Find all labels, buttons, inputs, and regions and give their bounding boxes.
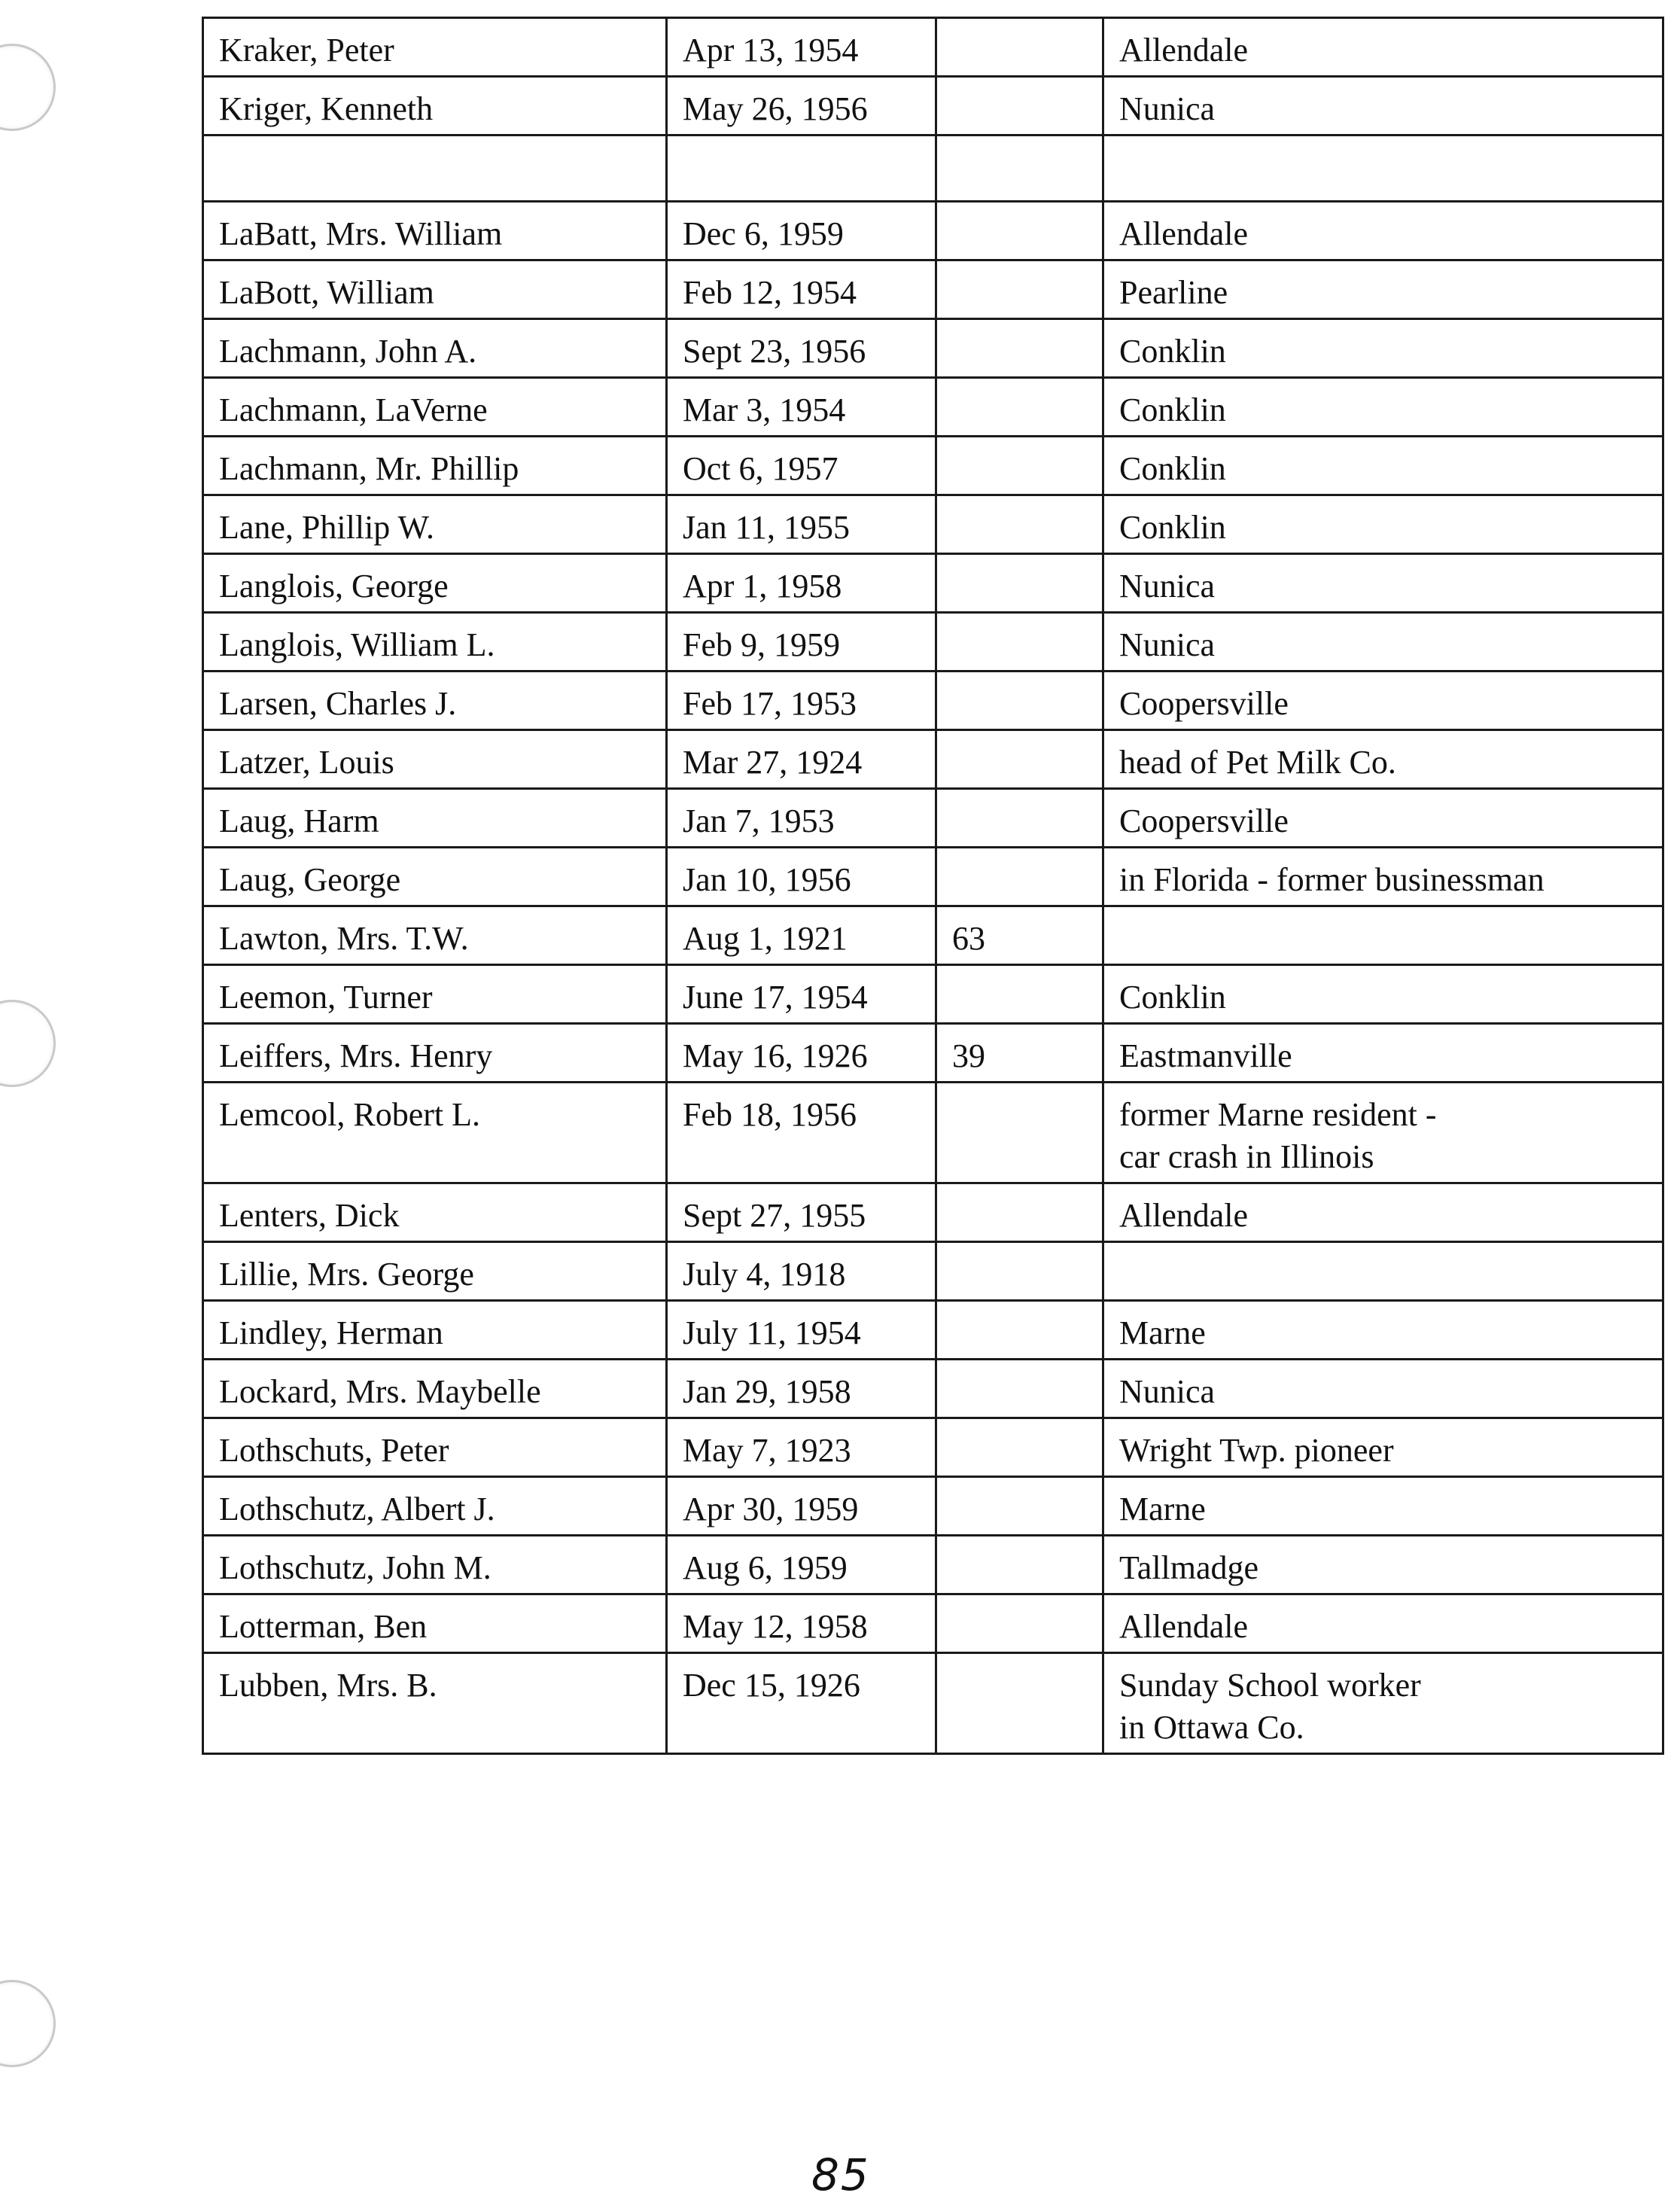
date-cell: Dec 6, 1959	[667, 202, 936, 260]
table-row	[203, 789, 1663, 848]
note-line: Conklin	[1119, 979, 1226, 1016]
note-line: Coopersville	[1119, 802, 1289, 839]
table-row	[203, 1301, 1663, 1360]
age-cell	[936, 136, 1103, 202]
date-cell: June 17, 1954	[667, 965, 936, 1024]
note-cell	[1103, 260, 1663, 319]
age-cell	[936, 672, 1103, 730]
name-cell: Larsen, Charles J.	[203, 672, 667, 730]
note-line: Nunica	[1119, 1373, 1216, 1410]
age-cell	[936, 554, 1103, 613]
table-row	[203, 1183, 1663, 1242]
age-cell	[936, 730, 1103, 789]
date-cell: Aug 1, 1921	[667, 906, 936, 965]
table-row	[203, 1477, 1663, 1536]
table-row	[203, 1653, 1663, 1754]
age-cell	[936, 495, 1103, 554]
name-cell: Lubben, Mrs. B.	[203, 1653, 667, 1754]
table-row	[203, 1594, 1663, 1653]
note-line: Marne	[1119, 1491, 1206, 1527]
punch-hole-middle	[0, 1000, 56, 1087]
note-cell	[1103, 1083, 1663, 1183]
name-cell: Lenters, Dick	[203, 1183, 667, 1242]
age-cell	[936, 1594, 1103, 1653]
note-line: Conklin	[1119, 509, 1226, 546]
date-cell: Mar 3, 1954	[667, 378, 936, 437]
date-cell: May 7, 1923	[667, 1418, 936, 1477]
page-number: 85	[811, 2149, 870, 2200]
age-cell	[936, 965, 1103, 1024]
date-cell: Jan 7, 1953	[667, 789, 936, 848]
date-cell	[667, 136, 936, 202]
table-row	[203, 202, 1663, 260]
date-cell: Feb 17, 1953	[667, 672, 936, 730]
name-cell: Latzer, Louis	[203, 730, 667, 789]
note-line: Marne	[1119, 1314, 1206, 1351]
note-line: Nunica	[1119, 568, 1216, 605]
note-cell	[1103, 437, 1663, 495]
table-row	[203, 1536, 1663, 1594]
note-cell	[1103, 848, 1663, 906]
name-cell: Langlois, George	[203, 554, 667, 613]
note-cell	[1103, 1653, 1663, 1754]
age-cell	[936, 789, 1103, 848]
age-cell: 39	[936, 1024, 1103, 1083]
note-cell	[1103, 202, 1663, 260]
note-line: Allendale	[1119, 215, 1249, 252]
date-cell: Mar 27, 1924	[667, 730, 936, 789]
table-row	[203, 1360, 1663, 1418]
note-line: Eastmanville	[1119, 1037, 1292, 1074]
note-cell	[1103, 730, 1663, 789]
name-cell: Langlois, William L.	[203, 613, 667, 672]
table-row	[203, 378, 1663, 437]
note-cell	[1103, 1594, 1663, 1653]
date-cell: Apr 1, 1958	[667, 554, 936, 613]
note-line: Conklin	[1119, 450, 1226, 487]
name-cell: Lawton, Mrs. T.W.	[203, 906, 667, 965]
note-cell	[1103, 18, 1663, 77]
age-cell	[936, 378, 1103, 437]
note-line: Coopersville	[1119, 685, 1289, 722]
age-cell	[936, 202, 1103, 260]
age-cell	[936, 319, 1103, 378]
date-cell: Jan 29, 1958	[667, 1360, 936, 1418]
table-row	[203, 1024, 1663, 1083]
date-cell: Feb 18, 1956	[667, 1083, 936, 1183]
note-line: head of Pet Milk Co.	[1119, 744, 1396, 781]
table-row	[203, 730, 1663, 789]
note-cell	[1103, 77, 1663, 136]
date-cell: Dec 15, 1926	[667, 1653, 936, 1754]
age-cell	[936, 613, 1103, 672]
note-cell	[1103, 789, 1663, 848]
date-cell: July 11, 1954	[667, 1301, 936, 1360]
date-cell: May 12, 1958	[667, 1594, 936, 1653]
note-cell	[1103, 1301, 1663, 1360]
age-cell	[936, 1083, 1103, 1183]
name-cell: Lachmann, LaVerne	[203, 378, 667, 437]
age-cell	[936, 437, 1103, 495]
note-cell	[1103, 1024, 1663, 1083]
table-row	[203, 136, 1663, 202]
name-cell: Lane, Phillip W.	[203, 495, 667, 554]
table-row	[203, 1083, 1663, 1183]
register-body	[203, 18, 1663, 1754]
age-cell	[936, 260, 1103, 319]
note-cell	[1103, 1242, 1663, 1301]
date-cell: Aug 6, 1959	[667, 1536, 936, 1594]
age-cell	[936, 1301, 1103, 1360]
note-line: Allendale	[1119, 32, 1249, 69]
age-cell	[936, 1360, 1103, 1418]
date-cell: Sept 27, 1955	[667, 1183, 936, 1242]
name-cell: Laug, Harm	[203, 789, 667, 848]
date-cell: Oct 6, 1957	[667, 437, 936, 495]
date-cell: Feb 12, 1954	[667, 260, 936, 319]
name-cell: Lachmann, John A.	[203, 319, 667, 378]
note-cell	[1103, 613, 1663, 672]
note-line: Conklin	[1119, 333, 1226, 370]
note-cell	[1103, 554, 1663, 613]
table-row	[203, 1242, 1663, 1301]
date-cell: Apr 13, 1954	[667, 18, 936, 77]
table-row	[203, 906, 1663, 965]
note-cell	[1103, 1536, 1663, 1594]
note-cell	[1103, 1183, 1663, 1242]
name-cell: Leiffers, Mrs. Henry	[203, 1024, 667, 1083]
note-cell	[1103, 1360, 1663, 1418]
age-cell	[936, 77, 1103, 136]
note-line: Allendale	[1119, 1197, 1249, 1234]
table-row	[203, 18, 1663, 77]
date-cell: Jan 11, 1955	[667, 495, 936, 554]
name-cell: Lemcool, Robert L.	[203, 1083, 667, 1183]
name-cell	[203, 136, 667, 202]
age-cell: 63	[936, 906, 1103, 965]
table-row	[203, 554, 1663, 613]
date-cell: Jan 10, 1956	[667, 848, 936, 906]
note-line: in Florida - former businessman	[1119, 861, 1545, 898]
table-row	[203, 260, 1663, 319]
age-cell	[936, 18, 1103, 77]
note-line: in Ottawa Co.	[1119, 1709, 1304, 1746]
name-cell: Lothschuts, Peter	[203, 1418, 667, 1477]
name-cell: LaBott, William	[203, 260, 667, 319]
name-cell: Kriger, Kenneth	[203, 77, 667, 136]
table-row	[203, 77, 1663, 136]
note-cell	[1103, 906, 1663, 965]
table-row	[203, 319, 1663, 378]
note-cell	[1103, 965, 1663, 1024]
age-cell	[936, 1418, 1103, 1477]
date-cell: Feb 9, 1959	[667, 613, 936, 672]
name-cell: Lockard, Mrs. Maybelle	[203, 1360, 667, 1418]
table-row	[203, 672, 1663, 730]
date-cell: May 26, 1956	[667, 77, 936, 136]
table-row	[203, 437, 1663, 495]
punch-hole-bottom	[0, 1980, 56, 2067]
note-line: Sunday School worker	[1119, 1667, 1421, 1704]
note-cell	[1103, 319, 1663, 378]
name-cell: Lothschutz, Albert J.	[203, 1477, 667, 1536]
note-line: Nunica	[1119, 626, 1216, 663]
punch-hole-top	[0, 44, 56, 131]
age-cell	[936, 1653, 1103, 1754]
note-line: car crash in Illinois	[1119, 1138, 1374, 1175]
age-cell	[936, 1536, 1103, 1594]
note-line: Allendale	[1119, 1608, 1249, 1645]
obituary-register-table	[202, 17, 1664, 1755]
table-row	[203, 613, 1663, 672]
table-row	[203, 965, 1663, 1024]
note-line: Nunica	[1119, 90, 1216, 127]
age-cell	[936, 1477, 1103, 1536]
date-cell: Apr 30, 1959	[667, 1477, 936, 1536]
table-row	[203, 848, 1663, 906]
note-cell	[1103, 378, 1663, 437]
name-cell: LaBatt, Mrs. William	[203, 202, 667, 260]
name-cell: Lotterman, Ben	[203, 1594, 667, 1653]
name-cell: Leemon, Turner	[203, 965, 667, 1024]
name-cell: Lothschutz, John M.	[203, 1536, 667, 1594]
note-line: Pearline	[1119, 274, 1228, 311]
date-cell: Sept 23, 1956	[667, 319, 936, 378]
date-cell: May 16, 1926	[667, 1024, 936, 1083]
note-line: Conklin	[1119, 391, 1226, 428]
note-line: Wright Twp. pioneer	[1119, 1432, 1394, 1469]
note-cell	[1103, 672, 1663, 730]
name-cell: Kraker, Peter	[203, 18, 667, 77]
table-row	[203, 1418, 1663, 1477]
note-cell	[1103, 136, 1663, 202]
date-cell: July 4, 1918	[667, 1242, 936, 1301]
name-cell: Laug, George	[203, 848, 667, 906]
note-line: Tallmadge	[1119, 1549, 1259, 1586]
age-cell	[936, 1183, 1103, 1242]
note-cell	[1103, 1418, 1663, 1477]
note-cell	[1103, 1477, 1663, 1536]
age-cell	[936, 848, 1103, 906]
name-cell: Lillie, Mrs. George	[203, 1242, 667, 1301]
note-line: former Marne resident -	[1119, 1096, 1437, 1133]
name-cell: Lachmann, Mr. Phillip	[203, 437, 667, 495]
age-cell	[936, 1242, 1103, 1301]
name-cell: Lindley, Herman	[203, 1301, 667, 1360]
table-row	[203, 495, 1663, 554]
note-cell	[1103, 495, 1663, 554]
